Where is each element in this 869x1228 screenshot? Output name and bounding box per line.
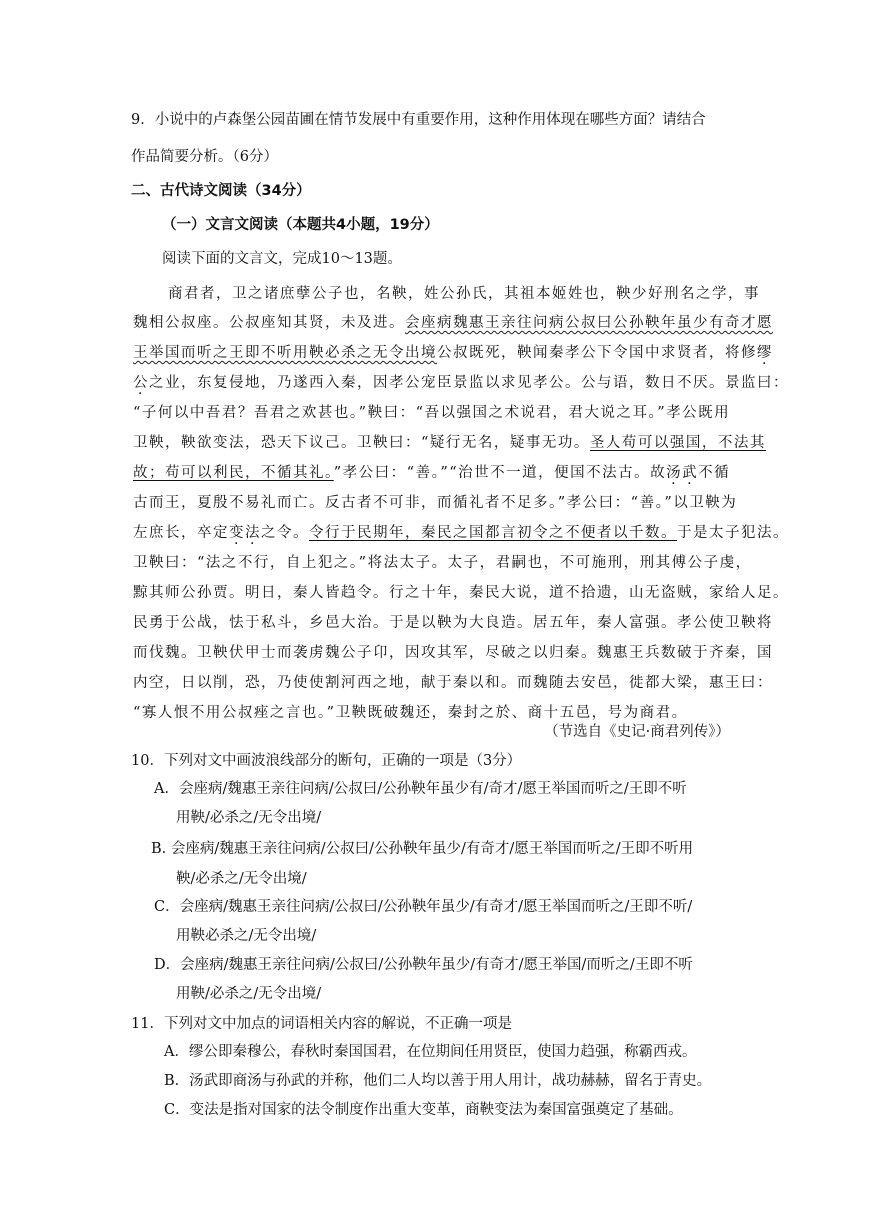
passage-text: 于是太子犯法。 — [677, 525, 789, 541]
passage-text: 左庶长，卒定 — [133, 525, 229, 541]
passage-line: 古而王，夏殷不易礼而亡。反古者不可非，而循礼者不足多。”孝公曰：“善。”以卫鞅为 — [133, 495, 738, 511]
passage-line: “子何以中吾君？吾君之欢甚也。”鞅曰：“吾以强国之术说君，君大说之耳。”孝公既用 — [133, 405, 731, 421]
q10-option-b-cont: 鞅/必杀之/无令出境/ — [176, 871, 307, 887]
passage-line — [133, 373, 789, 393]
q10-option-b: B. 会座病/魏惠王亲往问病/公叔曰/公孙鞅年虽少/有奇才/愿王举国而听之/王即不听用 — [151, 841, 694, 857]
passage-text: 公叔既死，鞅闻秦孝公下令国中求贤者，将修 — [437, 345, 757, 361]
reading-instruction: 阅读下面的文言文，完成10～13题。 — [162, 251, 402, 267]
passage-line: “寡人恨不用公叔痤之言也。”卫鞅既破魏还，秦封之於、商十五邑，号为商君。 — [133, 705, 688, 721]
passage-text: 卫鞅，鞅欲变法，恐天下议己。卫鞅曰：“疑行无名，疑事无功。 — [133, 435, 590, 451]
underlined-text: 故；苟可以利民，不循其礼。 — [133, 465, 334, 481]
passage-source: （节选自《史记·商君列传》） — [544, 724, 730, 740]
passage-line — [133, 343, 773, 363]
passage-line — [133, 433, 766, 453]
q10-option-c: C．会座病/魏惠王亲往问病/公叔曰/公孙鞅年虽少/有奇才/愿王举国而听之/王即不听/ — [154, 899, 693, 915]
underlined-text: 令行于民期年，秦民之国都言初令之不便者以千数。 — [309, 525, 677, 541]
dotted-word: 汤 — [666, 465, 683, 481]
passage-line — [133, 523, 789, 543]
q10-option-a-cont: 用鞅/必杀之/无令出境/ — [176, 810, 322, 826]
q11-stem: 11．下列对文中加点的词语相关内容的解说，不正确一项是 — [131, 1016, 512, 1032]
passage-text: ”孝公曰：“善。”“治世不一道，便国不法古。故 — [333, 465, 667, 481]
dotted-word: 法 — [245, 525, 261, 541]
wavy-underlined-text: 王举国而听之王即不听用鞅必杀之无令出境 — [133, 345, 437, 361]
q10-option-d-cont: 用鞅/必杀之/无令出境/ — [176, 986, 322, 1002]
q10-option-c-cont: 用鞅必杀之/无令出境/ — [176, 928, 317, 944]
underlined-text: 圣人苟可以强国，不法其 — [589, 435, 766, 451]
dotted-word: 缪 — [757, 345, 773, 361]
q11-option-a: A．缪公即秦穆公，春秋时秦国国君，在位期间任用贤臣，使国力趋强，称霸西戎。 — [164, 1044, 697, 1060]
dotted-word: 武 — [682, 465, 699, 481]
q10-option-d: D．会座病/魏惠王亲往问病/公叔曰/公孙鞅年虽少/有奇才/愿王举国/而听之/王即不听 — [154, 957, 693, 973]
q11-option-c: C．变法是指对国家的法令制度作出重大变革，商鞅变法为秦国富强奠定了基础。 — [164, 1102, 683, 1118]
section-title: 二、古代诗文阅读（34分） — [131, 183, 311, 199]
q10-stem: 10．下列对文中画波浪线部分的断句，正确的一项是（3分） — [131, 753, 522, 769]
subsection-title: （一）文言文阅读（本题共4小题，19分） — [162, 217, 439, 233]
dotted-word: 公 — [133, 375, 149, 391]
wavy-underlined-text: 会座病魏惠王亲往问病公叔曰公孙鞅年虽少有奇才愿 — [405, 315, 773, 331]
passage-line — [133, 313, 773, 333]
passage-text: 不循 — [698, 465, 731, 481]
passage-line: 黥其师公孙贾。明日，秦人皆趋令。行之十年，秦民大说，道不拾遗，山无盗贼，家给人足。 — [133, 585, 789, 601]
q9-line-1: 9．小说中的卢森堡公园苗圃在情节发展中有重要作用，这种作用体现在哪些方面？请结合 — [131, 112, 706, 128]
q10-option-a: A．会座病/魏惠王亲往问病/公叔曰/公孙鞅年虽少有/奇才/愿王举国而听之/王即不听 — [154, 781, 687, 797]
passage-text: 之业，东复侵地，乃遂西入秦，因孝公宠臣景监以求见孝公。公与语，数日不厌。景监曰： — [149, 375, 789, 391]
passage-line: 卫鞅曰：“法之不行，自上犯之。”将法太子。太子，君嗣也，不可施刑，刑其傅公子虔， — [133, 555, 752, 571]
q11-option-b: B．汤武即商汤与孙武的并称，他们二人均以善于用人用计，战功赫赫，留名于青史。 — [164, 1073, 712, 1089]
passage-line: 民勇于公战，怯于私斗，乡邑大治。于是以鞅为大良造。居五年，秦人富强。孝公使卫鞅将 — [133, 615, 773, 631]
q9-line-2: 作品简要分析。（6分） — [131, 149, 278, 165]
dotted-word: 变 — [229, 525, 245, 541]
passage-text: 魏相公叔座。公叔座知其贤，未及进。 — [133, 315, 405, 331]
passage-text: 之令。 — [261, 525, 309, 541]
passage-line: 商君者，卫之诸庶孽公子也，名鞅，姓公孙氏，其祖本姬姓也，鞅少好刑名之学，事 — [168, 286, 760, 302]
passage-line: 而伐魏。卫鞅伏甲士而袭虏魏公子卬，因攻其军，尽破之以归秦。魏惠王兵数破于齐秦，国 — [133, 645, 773, 661]
passage-line — [133, 463, 730, 483]
passage-line: 内空，日以削，恐，乃使使割河西之地，献于秦以和。而魏随去安邑，徙都大梁，惠王曰： — [133, 675, 773, 691]
